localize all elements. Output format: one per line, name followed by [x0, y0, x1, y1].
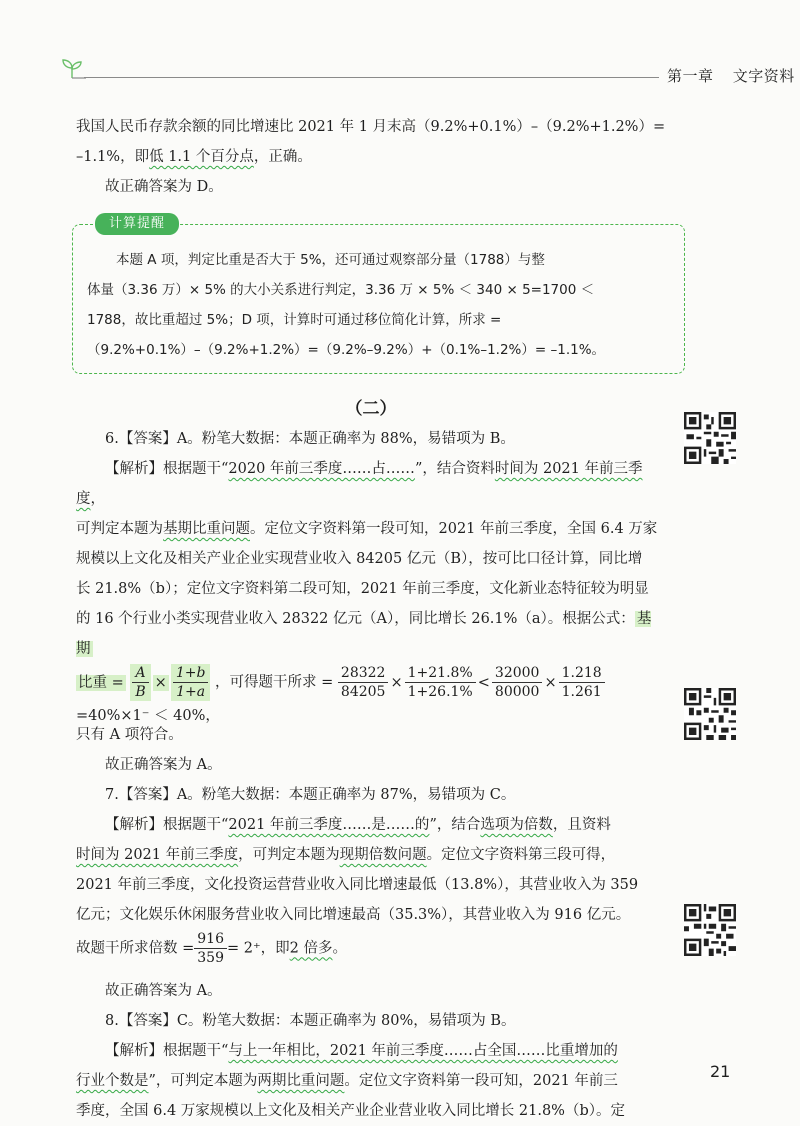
page-number: 21	[710, 1062, 731, 1081]
q6-underlined: 基期比重问题	[163, 521, 250, 537]
q8-answer-head: 8.【答案】C。粉笔大数据：本题正确率为 80%，易错项为 B。	[105, 1013, 516, 1029]
header-rule	[84, 77, 659, 78]
q8-line-1	[76, 1036, 666, 1066]
frac-num: 1.218	[559, 664, 605, 683]
less-than-sign: <	[477, 674, 490, 691]
q7-underlined: 2021 年前三季度……是……的	[228, 817, 430, 833]
q7-text: ”，结合	[429, 817, 481, 833]
intro-answer: 故正确答案为 D。	[105, 179, 223, 195]
q6-formula	[76, 664, 666, 724]
q7-line-3: 2021 年前三季度，文化投资运营营业收入同比增速最低（13.8%），其营业收入为 359	[76, 877, 639, 893]
intro-line-2	[76, 142, 666, 172]
frac-den: 1+a	[176, 684, 206, 700]
fraction-values	[338, 664, 389, 701]
q6-line-2	[76, 514, 666, 544]
q6-underlined: 2020 年前三季度……占……	[228, 461, 415, 477]
q8-text: 。定位文字资料第一段可知，2021 年前三	[344, 1073, 618, 1089]
q6-text: ，	[90, 491, 105, 507]
frac-den: B	[135, 684, 146, 700]
frac-num: 916	[194, 930, 227, 949]
q8-underlined: 两期比重问题	[257, 1073, 345, 1089]
frac-den: 359	[197, 950, 224, 966]
fraction-multiple	[194, 930, 227, 967]
frac-num: 28322	[338, 664, 389, 683]
q6-highlight: 基期	[76, 611, 652, 657]
times-sign: ×	[544, 674, 557, 691]
q6-text: 。定位文字资料第一段可知，2021 年前三季度，全国 6.4 万家	[250, 521, 658, 537]
q6-text: 可判定本题为	[76, 521, 163, 537]
q6-line-1	[76, 454, 666, 514]
q7-line-2	[76, 840, 666, 870]
intro-line-1: 我国人民币存款余额的同比增速比 2021 年 1 月末高（9.2%+0.1%）–（9.2%+1.2%）=	[76, 119, 666, 135]
q7-underlined: 选项为倍数	[480, 817, 553, 833]
chapter-number: 第一章	[667, 67, 714, 85]
q7-underlined: 现期倍数问题	[339, 847, 427, 863]
q6-line-7: 只有 A 项符合。	[76, 727, 183, 743]
q8-text: 【解析】根据题干“	[105, 1043, 229, 1059]
q7-answer: 故正确答案为 A。	[105, 983, 222, 999]
frac-den: 80000	[494, 684, 540, 700]
q6-text: 的 16 个行业小类实现营业收入 28322 亿元（A），同比增长 26.1%（a）。根据公式：	[76, 611, 635, 627]
q6-line-4: 长 21.8%（b）；定位文字资料第二段可知，2021 年前三季度，文化新业态特征较为明显	[76, 581, 649, 597]
q8-underlined: 行业个数是	[76, 1073, 149, 1089]
q6-line-5	[76, 604, 666, 664]
page-body	[76, 112, 666, 1126]
tip-line-3: 1788，故比重超过 5%；D 项，计算时可通过移位简化计算，所求 =	[87, 312, 502, 328]
formula-end: 。	[332, 940, 347, 957]
fraction-ratio	[559, 664, 605, 701]
formula-text: = 2⁺，即	[227, 940, 290, 957]
intro-text: –1.1%，即	[76, 149, 150, 165]
qr-code-icon[interactable]	[684, 688, 736, 740]
q7-line-4: 亿元；文化娱乐休闲服务营业收入同比增速最高（35.3%），其营业收入为 916 亿元。	[76, 907, 631, 923]
tip-line-2: 体量（3.36 万）× 5% 的大小关系进行判定，3.36 万 × 5% ＜ 340 × 5=1700 ＜	[87, 282, 595, 298]
q7-text: 【解析】根据题干“	[105, 817, 229, 833]
tip-line-4: （9.2%+0.1%）–（9.2%+1.2%）=（9.2%–9.2%）+（0.1%–1.2%）= –1.1%。	[87, 342, 606, 358]
page-header	[60, 58, 795, 88]
chapter-label	[667, 65, 795, 86]
calc-tip-box	[72, 216, 685, 374]
qr-code-icon[interactable]	[684, 412, 736, 464]
times-sign: ×	[390, 674, 403, 691]
times-sign: ×	[154, 674, 167, 691]
q8-text: ”，可判定本题为	[148, 1073, 258, 1089]
frac-den: 1.261	[561, 684, 602, 700]
formula-label: 故题干所求倍数 =	[76, 940, 195, 957]
formula-tail: =40%×1⁻ ＜ 40%，	[76, 708, 220, 724]
q6-answer: 故正确答案为 A。	[105, 757, 222, 773]
q8-line-2	[76, 1066, 666, 1096]
frac-num: A	[132, 664, 148, 683]
q7-text: 。定位文字资料第三段可得，	[426, 847, 616, 863]
formula-label: 比重 =	[78, 674, 124, 691]
q7-underlined: 2 倍多	[289, 940, 333, 957]
frac-den: 84205	[340, 684, 386, 700]
tip-line-1: 本题 A 项，判定比重是否大于 5%，还可通过观察部分量（1788）与整	[116, 252, 545, 268]
frac-den: 1+26.1%	[407, 684, 473, 700]
q7-underlined: 时间为 2021 年前三季度	[76, 847, 239, 863]
calc-tip-label: 计算提醒	[95, 213, 179, 235]
frac-num: 1+b	[173, 664, 209, 683]
chapter-title: 文字资料	[732, 67, 795, 85]
q8-underlined: 与上一年相比，2021 年前三季度……占全国……比重增加的	[228, 1043, 618, 1059]
q7-line-1	[76, 810, 666, 840]
section-title: （二）	[345, 399, 397, 419]
intro-underlined: 低 1.1 个百分点	[149, 149, 254, 165]
fraction-rates	[405, 664, 476, 701]
fraction-a-over-b	[130, 664, 150, 701]
q7-formula	[76, 930, 666, 976]
q6-text: 【解析】根据题干“	[105, 461, 229, 477]
fraction-approx	[492, 664, 543, 701]
sprout-icon	[60, 58, 90, 82]
intro-text-end: ，正确。	[253, 149, 312, 165]
q6-text: ”，结合资料	[414, 461, 495, 477]
frac-num: 32000	[492, 664, 543, 683]
q7-text: ，且资料	[552, 817, 611, 833]
qr-code-icon[interactable]	[684, 904, 736, 956]
q7-answer-head: 7.【答案】A。粉笔大数据：本题正确率为 87%，易错项为 C。	[105, 787, 516, 803]
q6-line-3: 规模以上文化及相关产业企业实现营业收入 84205 亿元（B），按可比口径计算，同比增	[76, 551, 643, 567]
q6-answer-head: 6.【答案】A。粉笔大数据：本题正确率为 88%，易错项为 B。	[105, 431, 515, 447]
q8-line-3: 季度，全国 6.4 万家规模以上文化及相关产业企业营业收入同比增长 21.8%（b）。定	[76, 1103, 625, 1119]
formula-text: ，可得题干所求 =	[215, 674, 334, 691]
q7-text: ，可判定本题为	[238, 847, 340, 863]
fraction-growth	[171, 664, 211, 701]
frac-num: 1+21.8%	[405, 664, 476, 683]
q6-underlined: 时间为 2021 年前三季度	[76, 461, 643, 507]
